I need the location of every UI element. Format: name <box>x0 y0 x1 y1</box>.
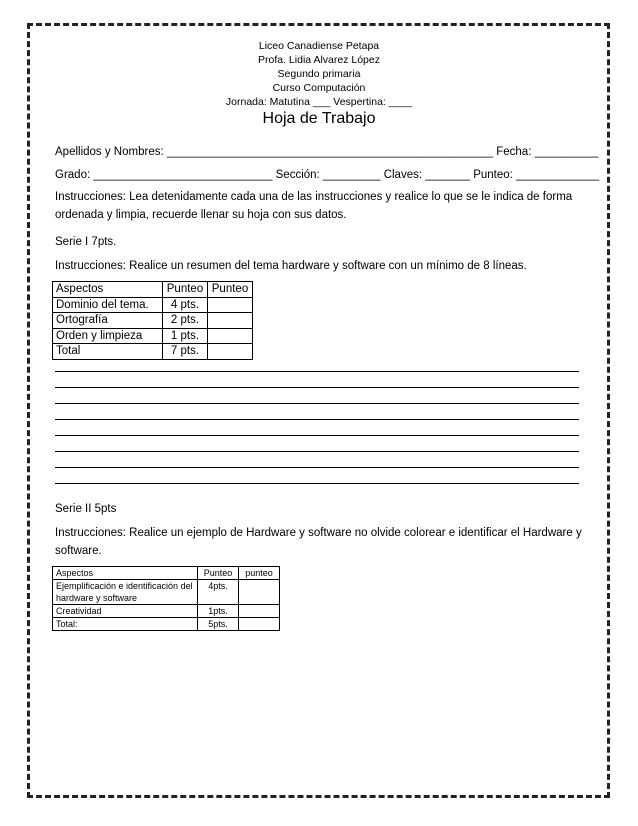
table-row <box>53 580 280 605</box>
table-cell <box>239 580 280 605</box>
table-cell: 1pts. <box>198 605 239 618</box>
table-cell <box>239 618 280 631</box>
table-cell: 7 pts. <box>163 344 208 360</box>
writing-line <box>55 403 579 404</box>
table-row <box>53 344 253 360</box>
serie2-instructions: Instrucciones: Realice un ejemplo de Hardware y software no olvide colorear e identificar el Hardware y software. <box>55 527 582 557</box>
page-border <box>27 23 610 798</box>
writing-line <box>55 387 579 388</box>
table-cell <box>208 313 253 329</box>
teacher-name: Profa. Lidia Alvarez López <box>258 54 380 66</box>
writing-line <box>55 435 579 436</box>
table-cell: 2 pts. <box>163 313 208 329</box>
table-cell: Dominio del tema. <box>53 297 163 313</box>
table-header-row <box>53 282 253 298</box>
table-cell <box>239 605 280 618</box>
table-cell: 1 pts. <box>163 328 208 344</box>
table-cell: Total <box>53 344 163 360</box>
table-cell <box>208 297 253 313</box>
table-row <box>53 605 280 618</box>
serie1-instructions: Instrucciones: Realice un resumen del tema hardware y software con un mínimo de 8 líneas. <box>55 260 527 272</box>
table-row <box>53 618 280 631</box>
grade-level: Segundo primaria <box>277 68 361 80</box>
table-row <box>53 313 253 329</box>
course-name: Curso Computación <box>272 82 366 94</box>
table-cell: 4pts. <box>198 580 239 605</box>
names-field: Apellidos y Nombres: ___________________________________________________ Fecha: __________ <box>55 146 599 158</box>
table-cell: Orden y limpieza <box>53 328 163 344</box>
table-row <box>53 328 253 344</box>
table-header-cell: Punteo <box>208 282 253 298</box>
serie2-score-table <box>52 566 280 631</box>
serie1-score-table <box>52 281 253 360</box>
table-row <box>53 297 253 313</box>
writing-line <box>55 419 579 420</box>
shift-line: Jornada: Matutina ___ Vespertina: ____ <box>225 96 413 108</box>
table-cell: 4 pts. <box>163 297 208 313</box>
table-header-row <box>53 567 280 580</box>
table-header-cell: punteo <box>239 567 280 580</box>
table-header-cell: Punteo <box>163 282 208 298</box>
writing-line <box>55 483 579 484</box>
writing-line <box>55 467 579 468</box>
table-cell: Total: <box>53 618 198 631</box>
table-header-cell: Punteo <box>198 567 239 580</box>
table-cell <box>208 344 253 360</box>
table-cell: Ortografía <box>53 313 163 329</box>
general-instructions: Instrucciones: Lea detenidamente cada una de las instrucciones y realice lo que se le indica de forma ordenada y limpia, recuerde llenar su hoja con sus datos. <box>55 191 573 221</box>
table-header-cell: Aspectos <box>53 282 163 298</box>
grade-field: Grado: ____________________________ Sección: _________ Claves: _______ Punteo: _____________ <box>55 169 600 181</box>
serie2-heading: Serie II 5pts <box>55 503 117 515</box>
writing-line <box>55 371 579 372</box>
writing-line <box>55 451 579 452</box>
table-cell: Creatividad <box>53 605 198 618</box>
table-cell: Ejemplificación e identificación del hardware y software <box>53 580 198 605</box>
serie1-heading: Serie I 7pts. <box>55 236 117 248</box>
school-name: Liceo Canadiense Petapa <box>258 40 380 52</box>
table-cell: 5pts. <box>198 618 239 631</box>
page-title: Hoja de Trabajo <box>262 110 376 127</box>
table-cell <box>208 328 253 344</box>
table-header-cell: Aspectos <box>53 567 198 580</box>
